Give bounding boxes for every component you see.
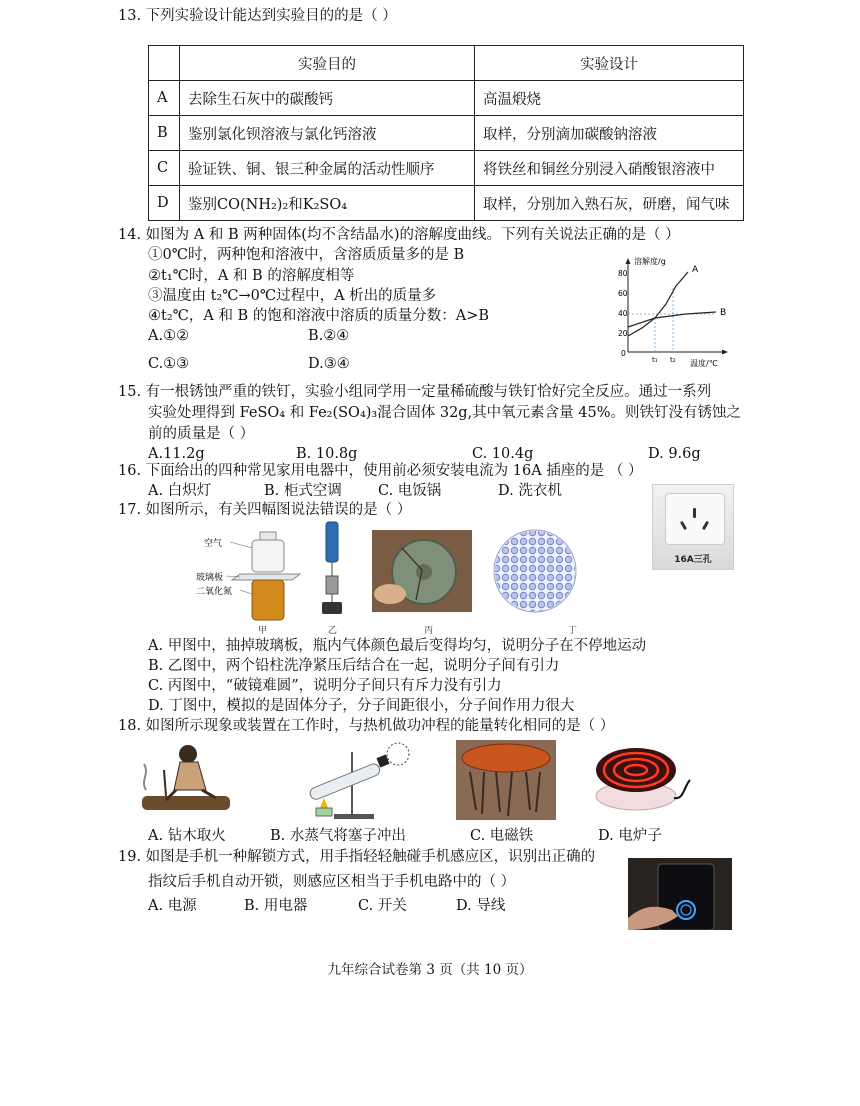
x-tick-t2: t₂ xyxy=(670,356,676,364)
q19-option-a: A. 电源 xyxy=(148,898,197,914)
q16-option-d: D. 洗衣机 xyxy=(498,483,562,499)
figure-lead-cylinders xyxy=(312,520,352,620)
row-goal: 鉴别氯化钡溶液与氯化钙溶液 xyxy=(180,116,475,151)
lead-cylinders xyxy=(326,576,338,594)
label-no2: 二氧化氮 xyxy=(196,587,233,597)
q16-stem: 16. 下面给出的四种常见家用电器中，使用前必须安装电流为 16A 插座的是 （ ） xyxy=(118,463,643,479)
q13-stem: 13. 下列实验设计能达到实验目的的是（ ） xyxy=(118,8,397,24)
pointer-air xyxy=(230,542,252,548)
q17-option-c: C. 丙图中，“破镜难圆”，说明分子间只有斥力没有引力 xyxy=(148,678,502,694)
q18-option-c: C. 电磁铁 xyxy=(470,828,534,844)
row-option: C xyxy=(149,151,180,186)
caption-ding: 丁 xyxy=(568,626,578,636)
figure-electromagnet xyxy=(456,740,556,820)
figure-drill-wood xyxy=(136,740,236,820)
q14-statement-4: ④t₂℃，A 和 B 的饱和溶液中溶质的质量分数：A>B xyxy=(148,308,490,324)
caption-jia: 甲 xyxy=(258,626,268,636)
q16-option-c: C. 电饭锅 xyxy=(378,483,442,499)
q18-stem: 18. 如图所示现象或装置在工作时，与热机做功冲程的能量转化相同的是（ ） xyxy=(118,718,615,734)
burner xyxy=(316,808,332,816)
figure-molecule-lattice xyxy=(492,528,578,614)
socket-image xyxy=(652,484,734,570)
row-design: 取样，分别加入熟石灰，研磨，闻气味 xyxy=(475,186,744,221)
caption-bing: 丙 xyxy=(424,626,434,636)
header-goal: 实验目的 xyxy=(180,46,475,81)
y-axis-label: 溶解度/g xyxy=(634,257,666,266)
solubility-chart xyxy=(606,252,746,374)
header-blank xyxy=(149,46,180,81)
socket-hole-ground xyxy=(693,508,696,518)
caption-yi: 乙 xyxy=(328,626,338,636)
person-body xyxy=(174,762,206,790)
x-tick-t1: t₁ xyxy=(652,356,658,364)
test-tube xyxy=(308,762,381,801)
q19-option-c: C. 开关 xyxy=(358,898,407,914)
q16-option-b: B. 柜式空调 xyxy=(264,483,342,499)
q18-option-a: A. 钻木取火 xyxy=(148,828,226,844)
socket-hole-right xyxy=(702,521,709,530)
figure-electric-stove xyxy=(588,740,698,822)
glass-plate xyxy=(232,574,300,580)
q14-statement-2: ②t₁℃时，A 和 B 的溶解度相等 xyxy=(148,268,355,284)
table-header-row xyxy=(149,46,744,81)
header-design: 实验设计 xyxy=(475,46,744,81)
socket-label: 16A三孔 xyxy=(674,555,712,565)
q17-stem: 17. 如图所示，有关四幅图说法错误的是（ ） xyxy=(118,502,412,518)
figure-gas-diffusion xyxy=(196,528,306,632)
log xyxy=(142,796,230,810)
spring-scale xyxy=(326,522,338,562)
y-tick-80: 80 xyxy=(618,269,628,278)
row-option: A xyxy=(149,81,180,116)
y-tick-20: 20 xyxy=(618,329,628,338)
figure-phone-fingerprint xyxy=(628,858,732,930)
y-tick-0: 0 xyxy=(621,349,626,358)
figure-steam-cork xyxy=(294,742,414,822)
row-option: B xyxy=(149,116,180,151)
top-bottle xyxy=(252,540,284,572)
q15-option-c: C. 10.4g xyxy=(472,446,534,462)
q18-option-d: D. 电炉子 xyxy=(598,828,662,844)
hand xyxy=(374,584,406,604)
q16-option-a: A. 白炽灯 xyxy=(148,483,212,499)
q14-option-c: C.①③ xyxy=(148,356,190,372)
row-design: 取样，分别滴加碳酸钠溶液 xyxy=(475,116,744,151)
person-head xyxy=(179,745,197,763)
stove-top xyxy=(596,748,676,792)
row-goal: 去除生石灰中的碳酸钙 xyxy=(180,81,475,116)
pointer-no2 xyxy=(240,590,252,594)
row-goal: 验证铁、铜、银三种金属的活动性顺序 xyxy=(180,151,475,186)
magnet-disk xyxy=(462,744,550,772)
q15-option-b: B. 10.8g xyxy=(296,446,358,462)
q15-line-1: 15. 有一根锈蚀严重的铁钉，实验小组同学用一定量稀硫酸与铁钉恰好完全反应。通过一系列 xyxy=(118,384,712,400)
row-design: 将铁丝和铜丝分别浸入硝酸银溶液中 xyxy=(475,151,744,186)
q17-option-d: D. 丁图中，模拟的是固体分子，分子间距很小，分子间作用力很大 xyxy=(148,698,575,714)
page-footer: 九年综合试卷第 3 页（共 10 页） xyxy=(327,962,533,978)
q15-line-2: 实验处理得到 FeSO₄ 和 Fe₂(SO₄)₃混合固体 32g,其中氧元素含量 45%。则铁钉没有锈蚀之 xyxy=(148,405,742,421)
top-bottle-neck xyxy=(260,532,276,540)
q15-option-a: A.11.2g xyxy=(148,446,205,462)
q14-stem: 14. 如图为 A 和 B 两种固体(均不含结晶水)的溶解度曲线。下列有关说法正确的是（ ） xyxy=(118,227,680,243)
q14-option-a: A.①② xyxy=(148,328,190,344)
label-glass: 玻璃板 xyxy=(196,573,224,583)
q14-statement-1: ①0℃时，两种饱和溶液中，含溶质质量多的是 B xyxy=(148,247,465,263)
curve-b-label: B xyxy=(720,308,727,318)
q14-option-b: B.②④ xyxy=(308,328,350,344)
y-axis-arrow xyxy=(626,258,631,264)
table-row xyxy=(149,81,744,116)
q17-option-a: A. 甲图中，抽掉玻璃板，瓶内气体颜色最后变得均匀，说明分子在不停地运动 xyxy=(148,638,647,654)
table-row xyxy=(149,116,744,151)
table-row xyxy=(149,186,744,221)
x-axis-label: 温度/℃ xyxy=(690,359,718,368)
q18-option-b: B. 水蒸气将塞子冲出 xyxy=(270,828,406,844)
q19-option-b: B. 用电器 xyxy=(244,898,308,914)
flame xyxy=(320,798,328,808)
q13-table xyxy=(148,45,744,221)
cork xyxy=(376,754,389,767)
q14-statement-3: ③温度由 t₂℃→0℃过程中，A 析出的质量多 xyxy=(148,288,437,304)
table-row xyxy=(149,151,744,186)
q15-line-3: 前的质量是（ ） xyxy=(148,426,255,442)
stand-base xyxy=(334,814,374,819)
y-tick-40: 40 xyxy=(618,309,628,318)
row-goal: 鉴别CO(NH₂)₂和K₂SO₄ xyxy=(180,186,475,221)
row-design: 高温煅烧 xyxy=(475,81,744,116)
q19-option-d: D. 导线 xyxy=(456,898,506,914)
q14-option-d: D.③④ xyxy=(308,356,350,372)
curve-a xyxy=(628,272,688,336)
q19-line-1: 19. 如图是手机一种解锁方式，用手指轻轻触碰手机感应区，识别出正确的 xyxy=(118,849,596,865)
figure-broken-mirror xyxy=(372,530,472,612)
row-option: D xyxy=(149,186,180,221)
q17-option-b: B. 乙图中，两个铅柱洗净紧压后结合在一起，说明分子间有引力 xyxy=(148,658,560,674)
weight xyxy=(322,602,342,614)
drill-stick xyxy=(164,770,166,796)
smoke xyxy=(144,764,146,790)
y-tick-60: 60 xyxy=(618,289,628,298)
label-air: 空气 xyxy=(204,539,223,549)
x-axis-arrow xyxy=(722,350,728,355)
q15-option-d: D. 9.6g xyxy=(648,446,701,462)
q19-line-2: 指纹后手机自动开锁，则感应区相当于手机电路中的（ ） xyxy=(148,874,516,890)
curve-a-label: A xyxy=(692,265,699,275)
bottom-bottle xyxy=(252,580,284,620)
lattice-molecules xyxy=(492,528,578,614)
socket-plate xyxy=(665,493,725,545)
steam-cloud xyxy=(387,743,409,765)
socket-hole-left xyxy=(680,521,687,530)
